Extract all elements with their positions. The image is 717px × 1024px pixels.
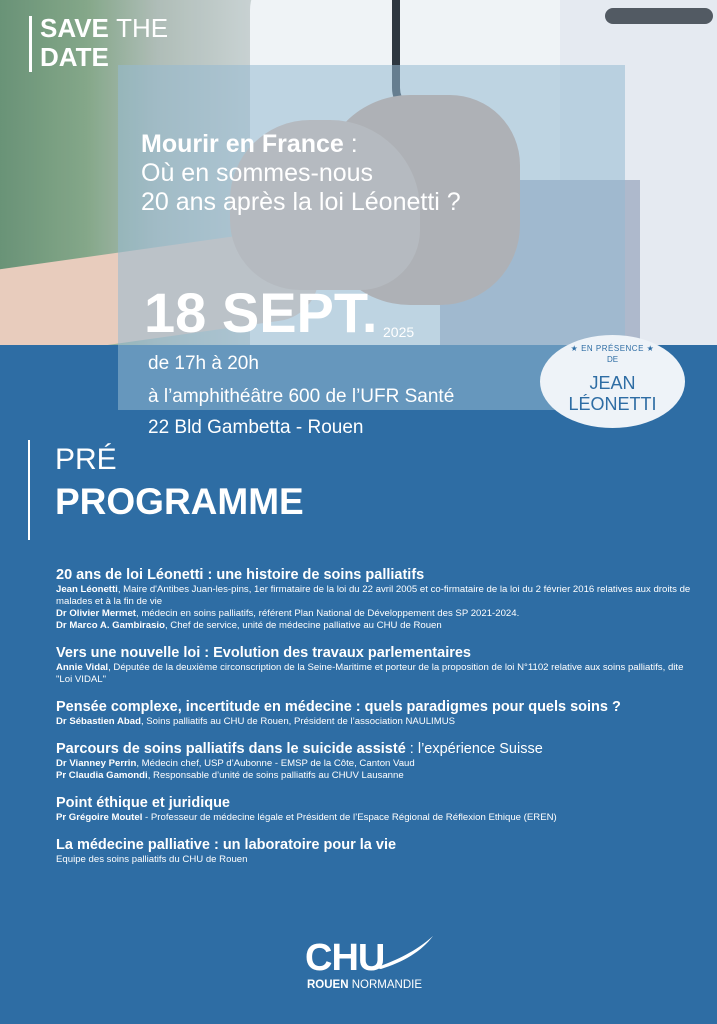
programme-section (56, 741, 696, 782)
speaker-name: Jean Léonetti (56, 584, 118, 595)
speaker-role: , Responsable d’unité de soins palliatifs au CHUV Lausanne (147, 770, 404, 781)
speaker-line (56, 662, 696, 686)
event-address: 22 Bld Gambetta - Rouen (148, 417, 364, 438)
badge-name (540, 373, 685, 415)
speaker-line (56, 812, 696, 824)
section-title (56, 837, 696, 854)
speaker-line (56, 854, 696, 866)
programme-section (56, 645, 696, 686)
speaker-role: Equipe des soins palliatifs du CHU de Rouen (56, 854, 248, 865)
speaker-name: Dr Vianney Perrin (56, 758, 137, 769)
event-venue: à l’amphithéâtre 600 de l’UFR Santé (148, 386, 455, 407)
title-line-2: Où en sommes-nous (141, 159, 374, 187)
logo-normandie: NORMANDIE (348, 979, 423, 991)
speaker-line (56, 584, 696, 608)
section-title (56, 741, 696, 758)
section-title (56, 567, 696, 584)
save-date-bar (29, 16, 32, 72)
title-colon: : (343, 130, 358, 158)
event-title (141, 130, 611, 217)
guest-badge (540, 335, 685, 428)
programme-heading-pre: PRÉ (55, 443, 117, 476)
programme-section (56, 699, 696, 728)
section-title (56, 699, 696, 716)
speaker-role: , médecin en soins palliatifs, référent Plan National de Développement des SP 2021-2024. (135, 608, 520, 619)
event-time: de 17h à 20h (148, 353, 259, 374)
speaker-role: , Députée de la deuxième circonscription de la Seine-Maritime et porteur de la proposition de loi N°1102 relative aux soins palliatifs, dite "Loi VIDAL" (56, 662, 684, 685)
section-title (56, 795, 696, 812)
section-title-text: 20 ans de loi Léonetti : une histoire de soins palliatifs (56, 567, 425, 583)
speaker-name: Dr Olivier Mermet (56, 608, 136, 619)
event-year: 2025 (383, 324, 415, 340)
speaker-line (56, 620, 696, 632)
programme-bar (28, 440, 30, 540)
programme-section (56, 567, 696, 632)
programme-section (56, 795, 696, 824)
speaker-line (56, 770, 696, 782)
section-title-text: La médecine palliative : un laboratoire pour la vie (56, 837, 397, 853)
chu-logo-text: CHU (305, 937, 385, 979)
date-word: DATE (40, 42, 109, 72)
programme-list (56, 567, 696, 879)
section-title (56, 645, 696, 662)
programme-heading: PROGRAMME (55, 481, 304, 522)
title-line-3: 20 ans après la loi Léonetti ? (141, 188, 461, 216)
programme-section (56, 837, 696, 866)
event-date: 18 SEPT. (144, 281, 378, 344)
swoosh-icon (373, 934, 435, 970)
logo-rouen: ROUEN (307, 979, 349, 991)
speaker-role: , Soins palliatifs au CHU de Rouen, Président de l’association NAULIMUS (140, 716, 456, 727)
section-title-text: Point éthique et juridique (56, 795, 230, 811)
badge-name-1: JEAN (589, 373, 636, 393)
section-title-text: Pensée complexe, incertitude en médecine : quels paradigmes pour quels soins ? (56, 699, 621, 715)
speaker-role: , Maire d'Antibes Juan-les-pins, 1er firmataire de la loi du 22 avril 2005 et co-firmataire de la loi du 2 février 2016 relatives aux droits de malades et à la fin de vie (56, 584, 691, 607)
section-title-text: Vers une nouvelle loi : Evolution des travaux parlementaires (56, 645, 471, 661)
speaker-line (56, 716, 696, 728)
title-line-1 (141, 130, 611, 159)
title-bold: Mourir en France (141, 130, 344, 158)
chu-logo-subtitle (307, 978, 422, 992)
speaker-role: - Professeur de médecine légale et Président de l’Espace Régional de Réflexion Ethique (EREN) (142, 812, 557, 823)
the-word: THE (116, 13, 169, 43)
speaker-line (56, 758, 696, 770)
speaker-name: Dr Marco A. Gambirasio (56, 620, 165, 631)
section-title-rest: : l’expérience Suisse (405, 741, 543, 757)
section-title-text: Parcours de soins palliatifs dans le suicide assisté (56, 741, 406, 757)
speaker-name: Annie Vidal (56, 662, 109, 673)
badge-name-2: LÉONETTI (568, 394, 657, 414)
speaker-role: , Chef de service, unité de médecine palliative au CHU de Rouen (164, 620, 442, 631)
chu-logo (305, 938, 435, 998)
speaker-name: Pr Grégoire Moutel (56, 812, 143, 823)
badge-label: ★ EN PRÉSENCE ★ (570, 344, 655, 353)
speaker-line (56, 608, 696, 620)
speaker-role: , Médecin chef, USP d’Aubonne - EMSP de la Côte, Canton Vaud (136, 758, 415, 769)
speaker-name: Pr Claudia Gamondi (56, 770, 148, 781)
save-word: SAVE (40, 13, 109, 43)
speaker-name: Dr Sébastien Abad (56, 716, 141, 727)
badge-label-2: DE (606, 355, 619, 364)
save-the-date (40, 14, 180, 72)
